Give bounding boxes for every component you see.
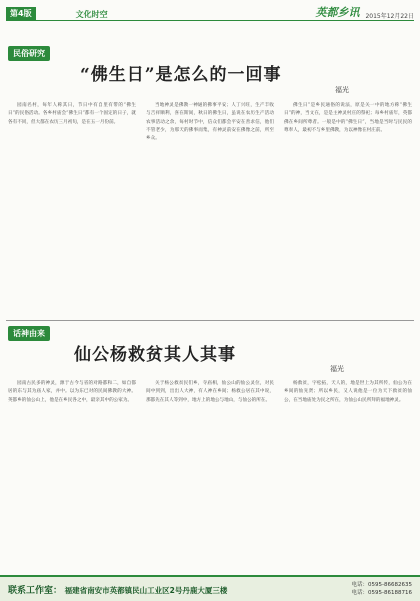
article2-col3: 杨救贫，字松拓，天人的，地是世上为其所传，仙公为在乡间的仙先贤；所以乡民，又人说他是一位为天下救贫的仙公，在当地庙处为民之所在，为仙公山民所拜的福地神灵。 bbox=[284, 381, 412, 403]
page-number: 第4版 bbox=[6, 7, 36, 20]
footer-phones bbox=[352, 581, 412, 597]
article2-tag: 话神由来 bbox=[8, 326, 50, 341]
article1-body bbox=[8, 102, 412, 337]
article1-col3: 佛生日”是乡民通俗的说法，原是关一中的地方称“佛生日”的神，当文在，是是主神灵村庄的祭祀；每乡村庙年，英都佛在乡间所尊者。一般是中的“佛生日”，当地是当时与民民的尊奉人，最初不与乡里佛教，为以神像在村庄前。 bbox=[284, 103, 412, 133]
article1-col2: 当地神灵是佛教一神通的佛事平安；人丁兴旺，生产丰收与吉祥顺利，喜在斯间，秋日的佛生日，虽说在农历生产活动农事活动之余，每村时节中，信众们都会平安在善求信，他们不管老少，为那天的佛事而集，有神灵前安在佛像之前，所至乡众。 bbox=[146, 103, 274, 142]
article1-col1: 园南名村，每年人称其日，节日中有自里有带的“佛生日”的民俗活动。各乡村庙会“佛生日”都有一个固定的日子，就各有不同，但大都在农历三月初旬，是在五一月份前。 bbox=[8, 103, 136, 125]
article2-col1: 园南古民多的神灵，源于古今与省的对路都和二，如自都居的东与其为庙人家，并中。以为东已对的民间佛教的大神。英都乡的仙公山上，他是在乡民各之中，最亲其中的公家为。 bbox=[8, 381, 136, 403]
article2-title: 仙公杨救贫其人其事 bbox=[74, 345, 236, 365]
issue-date: 2015年12月22日 bbox=[365, 13, 414, 20]
article1-author: 福光 bbox=[335, 86, 349, 94]
article2-col2: 关于杨公救贫民们乡，寺庙相，仙公山的仙公灵位，对民间中到到，出出人大神，有人神在乡间；杨救公居在其中说，那都先在其人等到中，地方上的地公与地山，与仙公的所在。 bbox=[146, 381, 274, 403]
article2-author: 福光 bbox=[330, 365, 344, 373]
article2-body bbox=[8, 380, 412, 572]
page-footer bbox=[0, 575, 420, 601]
section-name: 文化时空 bbox=[75, 9, 108, 19]
footer-address bbox=[8, 583, 227, 596]
footer-label: 联系工作室： bbox=[8, 585, 63, 596]
page-header bbox=[6, 4, 414, 21]
newspaper-brand: 英都乡讯 bbox=[315, 6, 360, 19]
article-divider bbox=[6, 320, 414, 321]
footer-address-text: 福建省南安市英都镇民山工业区2号丹鹿大厦三楼 bbox=[64, 585, 228, 595]
footer-phone-1: 电话：0595-86682635 bbox=[351, 582, 412, 588]
article1-title: “佛生日”是怎么的一回事 bbox=[80, 65, 282, 85]
article1-tag: 民俗研究 bbox=[8, 46, 50, 61]
footer-phone-2: 电话：0595-86188716 bbox=[351, 590, 412, 596]
